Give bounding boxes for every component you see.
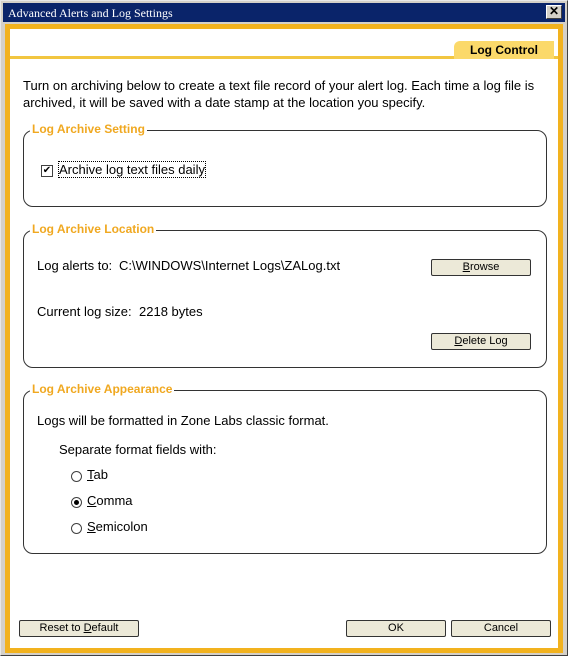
- log-alerts-to-label: Log alerts to:: [37, 258, 113, 273]
- reset-to-default-button[interactable]: Reset to Default: [19, 620, 139, 637]
- intro-text: Turn on archiving below to create a text file record of your alert log. Each time a log file is archived, it will be saved with a date stamp at the location you specify.: [23, 78, 535, 110]
- current-size-value: 2218 bytes: [139, 304, 203, 319]
- radio-semicolon[interactable]: [71, 523, 82, 534]
- group-archive-setting: [23, 122, 547, 207]
- check-icon: ✔: [42, 165, 52, 176]
- ok-button[interactable]: OK: [346, 620, 446, 637]
- radio-tab-label[interactable]: Tab: [87, 467, 108, 482]
- close-icon: ✕: [548, 4, 560, 18]
- tab-log-control[interactable]: Log Control: [454, 41, 554, 59]
- separator-label: Separate format fields with:: [59, 442, 217, 457]
- cancel-button[interactable]: Cancel: [451, 620, 551, 637]
- delete-log-button[interactable]: Delete Log: [431, 333, 531, 350]
- title-bar[interactable]: [3, 3, 565, 22]
- radio-semicolon-label[interactable]: Semicolon: [87, 519, 148, 534]
- archive-daily-checkbox[interactable]: [41, 165, 53, 177]
- current-size-label: Current log size:: [37, 304, 132, 319]
- radio-comma-label[interactable]: Comma: [87, 493, 133, 508]
- content-frame: [5, 24, 563, 653]
- log-path-value: C:\WINDOWS\Internet Logs\ZALog.txt: [119, 258, 341, 273]
- radio-tab[interactable]: [71, 471, 82, 482]
- group-legend-archive-location: Log Archive Location: [32, 222, 155, 236]
- group-legend-archive-setting: Log Archive Setting: [32, 122, 145, 136]
- group-archive-appearance: [23, 382, 547, 554]
- radio-comma[interactable]: [71, 497, 82, 508]
- archive-daily-label[interactable]: Archive log text files daily: [59, 162, 205, 177]
- group-archive-location: [23, 222, 547, 368]
- group-legend-archive-appearance: Log Archive Appearance: [32, 382, 173, 396]
- radio-selected-dot: [74, 500, 79, 505]
- content-panel: [10, 29, 558, 648]
- window-title: Advanced Alerts and Log Settings: [8, 6, 173, 20]
- header-band: [10, 29, 558, 59]
- browse-button[interactable]: Browse: [431, 259, 531, 276]
- close-button[interactable]: [546, 5, 562, 19]
- format-description: Logs will be formatted in Zone Labs classic format.: [37, 413, 329, 428]
